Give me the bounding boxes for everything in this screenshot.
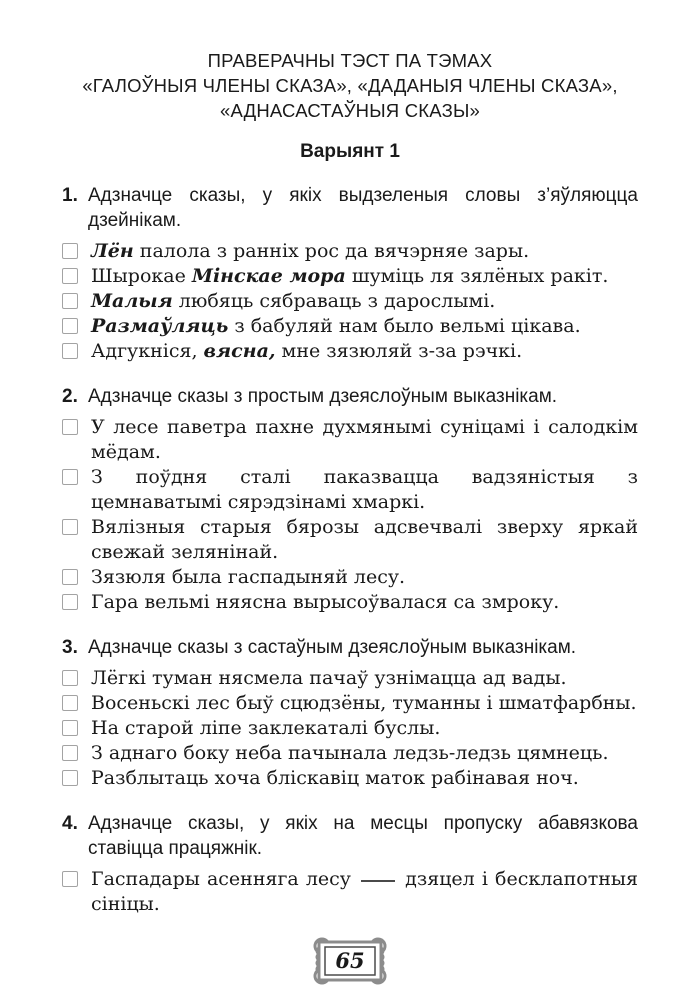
question-prompt: Адзначце сказы з простым дзеяслоўным выказнікам.: [88, 386, 558, 407]
option-text: [91, 691, 638, 716]
answer-checkbox[interactable]: [62, 670, 78, 686]
option-text: [91, 515, 638, 565]
option-list: [62, 415, 638, 615]
option-text: [91, 867, 638, 917]
answer-checkbox[interactable]: [62, 243, 78, 259]
sentence-text: Лёгкі туман нясмела пачаў узнімацца ад вады.: [91, 667, 567, 689]
answer-option-row: [62, 264, 638, 289]
question-number: 1.: [62, 185, 78, 206]
title-line-2: «ГАЛОЎНЫЯ ЧЛЕНЫ СКАЗА», «ДАДАНЫЯ ЧЛЕНЫ СКАЗА»,: [82, 75, 618, 96]
sentence-text: На старой ліпе заклекаталі буслы.: [91, 717, 441, 739]
sentence-text: мне зязюляй з-за рэчкі.: [275, 340, 523, 362]
sentence-text: Вялізныя старыя бярозы адсвечвалі зверху яркай свежай зелянінай.: [91, 516, 638, 563]
answer-option-row: [62, 590, 638, 615]
question-head: [62, 384, 638, 409]
answer-checkbox[interactable]: [62, 871, 78, 887]
answer-checkbox[interactable]: [62, 594, 78, 610]
option-text: [91, 314, 638, 339]
title-line-1: ПРАВЕРАЧНЫ ТЭСТ ПА ТЭМАХ: [207, 50, 493, 71]
answer-checkbox[interactable]: [62, 720, 78, 736]
questions: [62, 183, 638, 917]
answer-option-row: [62, 691, 638, 716]
answer-option-row: [62, 415, 638, 465]
answer-checkbox[interactable]: [62, 293, 78, 309]
option-text: [91, 415, 638, 465]
question-block: [62, 183, 638, 364]
option-text: [91, 741, 638, 766]
answer-option-row: [62, 867, 638, 917]
title-line-3: «АДНАСАСТАЎНЫЯ СКАЗЫ»: [219, 100, 481, 121]
highlighted-word: Мінскае мора: [191, 265, 346, 287]
sentence-text: палола з ранніх рос да вячэрняе зары.: [133, 240, 530, 262]
question-head: [62, 183, 638, 233]
answer-option-row: [62, 239, 638, 264]
question-prompt: Адзначце сказы з састаўным дзеяслоўным выказнікам.: [88, 637, 577, 658]
question-block: [62, 384, 638, 615]
answer-checkbox[interactable]: [62, 343, 78, 359]
sentence-text: Разблытаць хоча бліскавіц маток рабінавая ноч.: [91, 767, 579, 789]
answer-option-row: [62, 339, 638, 364]
answer-checkbox[interactable]: [62, 695, 78, 711]
sentence-text: Шырокае: [91, 265, 192, 287]
variant-heading: Варыянт 1: [300, 141, 400, 162]
page-title: [62, 48, 638, 123]
sentence-text: Зязюля была гаспадыняй лесу.: [91, 566, 406, 588]
option-text: [91, 239, 638, 264]
question-prompt: Адзначце сказы, у якіх на месцы пропуску абавязкова ставіцца працяжнік.: [88, 813, 638, 859]
blank-underline: [361, 876, 395, 882]
option-text: [91, 590, 638, 615]
answer-checkbox[interactable]: [62, 419, 78, 435]
option-text: [91, 465, 638, 515]
highlighted-word: Размаўляць: [91, 315, 229, 337]
answer-checkbox[interactable]: [62, 569, 78, 585]
question-prompt: Адзначце сказы, у якіх выдзеленыя словы з’яўляюцца дзейнікам.: [88, 185, 638, 231]
answer-option-row: [62, 565, 638, 590]
option-text: [91, 565, 638, 590]
question-block: [62, 811, 638, 917]
option-text: [91, 339, 638, 364]
option-list: [62, 239, 638, 364]
highlighted-word: Лён: [91, 240, 134, 262]
sentence-text: З аднаго боку неба пачынала ледзь-ледзь цямнець.: [91, 742, 609, 764]
answer-option-row: [62, 515, 638, 565]
sentence-text: У лесе паветра пахне духмянымі суніцамі і салодкім мёдам.: [91, 416, 638, 463]
question-number: 2.: [62, 386, 78, 407]
question-block: [62, 635, 638, 791]
answer-checkbox[interactable]: [62, 268, 78, 284]
sentence-text: Адгукніся,: [91, 340, 204, 362]
page-number-badge: [311, 936, 389, 986]
question-number: 3.: [62, 637, 78, 658]
answer-checkbox[interactable]: [62, 519, 78, 535]
answer-option-row: [62, 465, 638, 515]
sentence-text: любяць сябраваць з дарослымі.: [172, 290, 496, 312]
sentence-text: Восеньскі лес быў сцюдзёны, туманны і шматфарбны.: [91, 692, 637, 714]
answer-option-row: [62, 314, 638, 339]
answer-checkbox[interactable]: [62, 318, 78, 334]
highlighted-word: Малыя: [91, 290, 173, 312]
answer-option-row: [62, 741, 638, 766]
option-text: [91, 264, 638, 289]
sentence-text: з бабуляй нам было вельмі цікава.: [228, 315, 581, 337]
option-list: [62, 666, 638, 791]
sentence-text: Гара вельмі няясна вырысоўвалася са змроку.: [91, 591, 560, 613]
sentence-text: Гаспадары асенняга лесу: [91, 868, 359, 890]
option-list: [62, 867, 638, 917]
question-number: 4.: [62, 813, 78, 834]
page-number: 65: [335, 947, 365, 973]
question-head: [62, 811, 638, 861]
answer-option-row: [62, 666, 638, 691]
answer-checkbox[interactable]: [62, 469, 78, 485]
answer-option-row: [62, 766, 638, 791]
option-text: [91, 716, 638, 741]
option-text: [91, 289, 638, 314]
question-head: [62, 635, 638, 660]
sentence-text: шуміць ля зялёных ракіт.: [345, 265, 609, 287]
answer-checkbox[interactable]: [62, 745, 78, 761]
answer-checkbox[interactable]: [62, 770, 78, 786]
sentence-text: дзяцел і бесклапотныя сініцы.: [91, 868, 638, 915]
answer-option-row: [62, 716, 638, 741]
sentence-text: З поўдня сталі паказвацца вадзяністыя з цемнаватымі сярэдзінамі хмаркі.: [91, 466, 638, 513]
highlighted-word: вясна,: [203, 340, 276, 362]
answer-option-row: [62, 289, 638, 314]
option-text: [91, 666, 638, 691]
option-text: [91, 766, 638, 791]
